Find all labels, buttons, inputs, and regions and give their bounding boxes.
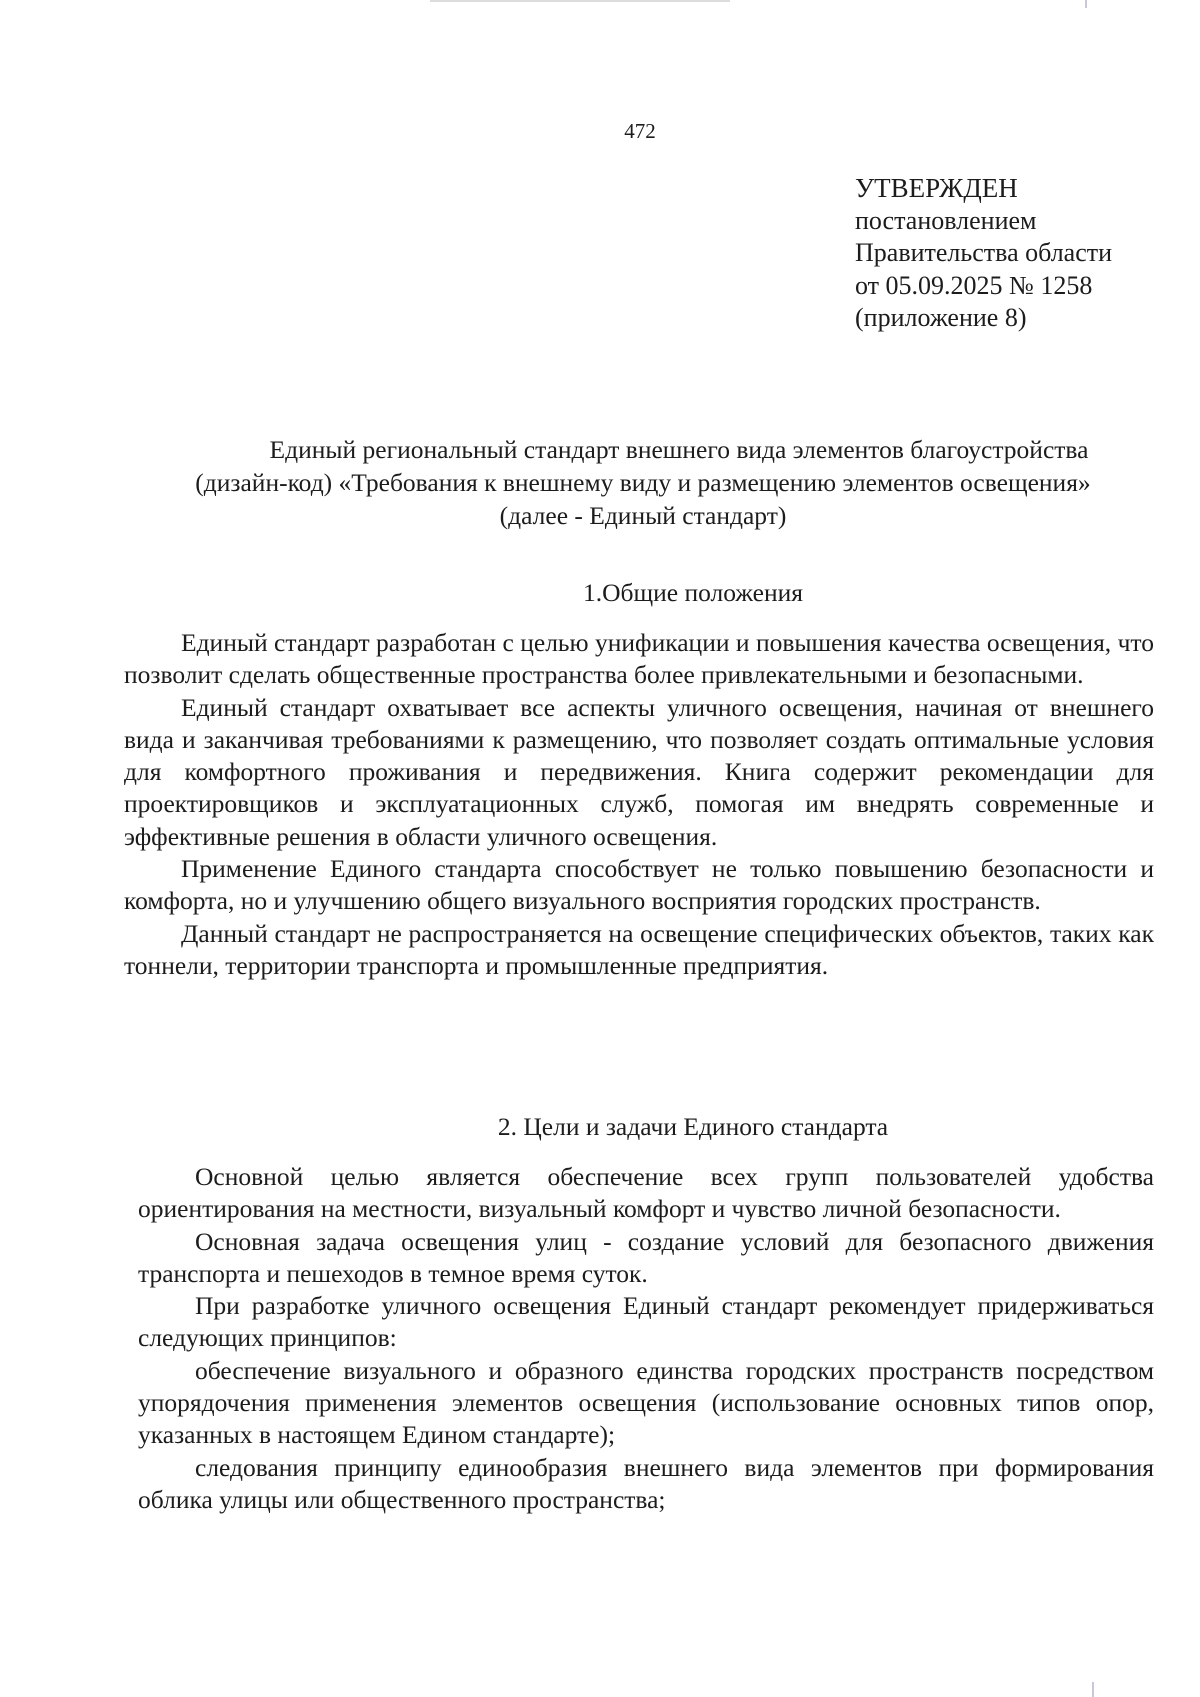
document-title bbox=[128, 433, 1158, 532]
paragraph: Основной целью является обеспечение всех групп пользователей удобства ориентирования на местности, визуальный комфорт и чувство личной безопасности. bbox=[138, 1162, 1154, 1224]
scan-mark-bottom-right bbox=[1092, 1682, 1094, 1697]
paragraph: Данный стандарт не распространяется на освещение специфических объектов, таких как тоннели, территории транспорта и промышленные предприятия. bbox=[124, 918, 1154, 980]
approval-stamp bbox=[855, 172, 1185, 335]
paragraph: следования принципу единообразия внешнего вида элементов при формирования облика улицы или общественного пространства; bbox=[138, 1452, 1154, 1514]
document-title-line: (далее - Единый стандарт) bbox=[499, 501, 787, 530]
scan-edge-top bbox=[430, 0, 730, 2]
paragraph: Основная задача освещения улиц - создание условий для безопасного движения транспорта и пешеходов в темное время суток. bbox=[138, 1226, 1154, 1288]
approval-line: от 05.09.2025 № 1258 bbox=[855, 270, 1093, 300]
approval-title: УТВЕРЖДЕН bbox=[855, 173, 1018, 203]
approval-line: постановлением bbox=[855, 205, 1037, 235]
section-heading: 2. Цели и задачи Единого стандарта bbox=[497, 1112, 889, 1141]
paragraph: Единый стандарт охватывает все аспекты уличного освещения, начиная от внешнего вида и заканчивая требованиями к размещению, что позволяет создать оптимальные условия для комфортного проживания и передвижения. Книга содержит рекомендации для проектировщиков и эксплуатационных служб, помогая им внедрять современные и эффективные решения в области уличного освещения. bbox=[124, 692, 1154, 851]
paragraph: обеспечение визуального и образного единства городских пространств посредством упорядочения применения элементов освещения (использование основных типов опор, указанных в настоящем Едином стандарте); bbox=[138, 1355, 1154, 1450]
page-number: 472 bbox=[624, 119, 656, 143]
document-title-line: Единый региональный стандарт внешнего вида элементов благоустройства bbox=[269, 435, 1089, 464]
paragraph: При разработке уличного освещения Единый стандарт рекомендует придерживаться следующих принципов: bbox=[138, 1291, 1154, 1353]
section-heading: 1.Общие положения bbox=[582, 578, 803, 607]
document-title-line: (дизайн-код) «Требования к внешнему виду и размещению элементов освещения» bbox=[195, 468, 1091, 497]
approval-line: (приложение 8) bbox=[855, 303, 1027, 332]
approval-line: Правительства области bbox=[855, 238, 1113, 267]
paragraph: Единый стандарт разработан с целью унификации и повышения качества освещения, что позволит сделать общественные пространства более привлекательными и безопасными. bbox=[124, 628, 1154, 690]
section-body bbox=[138, 1161, 1154, 1516]
scan-mark-top-right bbox=[1085, 0, 1087, 8]
section-body bbox=[124, 627, 1154, 982]
paragraph: Применение Единого стандарта способствует не только повышению безопасности и комфорта, но и улучшению общего визуального восприятия городских пространств. bbox=[124, 854, 1154, 916]
